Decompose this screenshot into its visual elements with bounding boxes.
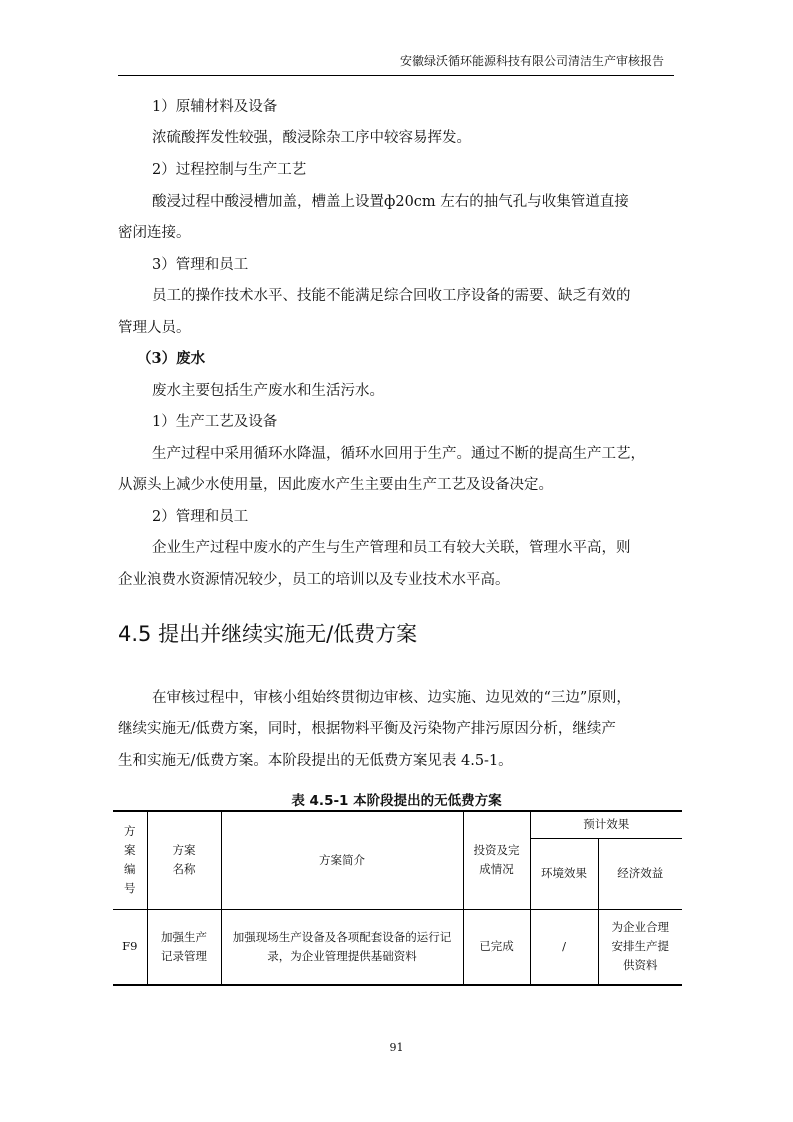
cell-plan-desc: 加强现场生产设备及各项配套设备的运行记 录，为企业管理提供基础资料 <box>221 909 463 985</box>
header-plan-desc: 方案简介 <box>221 811 463 909</box>
para-line: 浓硫酸挥发性较强，酸浸除杂工序中较容易挥发。 <box>152 130 471 146</box>
header-expected-effect: 预计效果 <box>530 811 682 838</box>
cell-env-effect: / <box>530 909 598 985</box>
para-line: 企业浪费水资源情况较少，员工的培训以及专业技术水平高。 <box>118 572 510 588</box>
header-plan-id: 方 案 编 号 <box>113 811 147 909</box>
intro-line: 在审核过程中，审核小组始终贯彻边审核、边实施、边见效的“三边”原则， <box>152 690 631 706</box>
page-header <box>118 50 674 76</box>
para-line: 企业生产过程中废水的产生与生产管理和员工有较大关联，管理水平高，则 <box>152 540 631 556</box>
cell-investment: 已完成 <box>463 909 530 985</box>
header-investment: 投资及完 成情况 <box>463 811 530 909</box>
para-line: 员工的操作技术水平、技能不能满足综合回收工序设备的需要、缺乏有效的 <box>152 288 631 304</box>
para-line: 管理人员。 <box>118 320 191 336</box>
para-line: 酸浸过程中酸浸槽加盖，槽盖上设置ф20cm 左右的抽气孔与收集管道直接 <box>152 194 629 210</box>
low-cost-plan-table <box>113 810 682 986</box>
para-line: 密闭连接。 <box>118 225 191 241</box>
cell-plan-id: F9 <box>113 909 147 985</box>
header-env-effect: 环境效果 <box>530 838 598 909</box>
intro-line: 继续实施无/低费方案，同时，根据物料平衡及污染物产排污原因分析，继续产 <box>118 721 616 737</box>
header-econ-benefit: 经济效益 <box>598 838 682 909</box>
para-line: 从源头上减少水使用量，因此废水产生主要由生产工艺及设备决定。 <box>118 477 553 493</box>
intro-line: 生和实施无/低费方案。本阶段提出的无低费方案见表 4.5-1。 <box>118 753 513 769</box>
para-line: 1）生产工艺及设备 <box>152 414 278 430</box>
cell-econ-benefit: 为企业合理 安排生产提 供资料 <box>598 909 682 985</box>
table-caption: 表 4.5-1 本阶段提出的无低费方案 <box>291 793 502 809</box>
page-number: 91 <box>389 1041 404 1054</box>
header-title: 安徽绿沃循环能源科技有限公司清洁生产审核报告 <box>399 54 664 68</box>
para-line: 2）过程控制与生产工艺 <box>152 162 307 178</box>
table-row <box>113 909 682 985</box>
para-line: 2）管理和员工 <box>152 509 249 525</box>
para-line: 生产过程中采用循环水降温，循环水回用于生产。通过不断的提高生产工艺， <box>152 446 645 462</box>
para-line: 3）管理和员工 <box>152 257 249 273</box>
header-plan-name: 方案 名称 <box>147 811 221 909</box>
cell-plan-name: 加强生产 记录管理 <box>147 909 221 985</box>
subheading-waste-water: （3）废水 <box>137 350 206 367</box>
para-line: 1）原辅材料及设备 <box>152 99 278 115</box>
para-line: 废水主要包括生产废水和生活污水。 <box>152 383 384 399</box>
section-title: 4.5 提出并继续实施无/低费方案 <box>118 622 418 646</box>
